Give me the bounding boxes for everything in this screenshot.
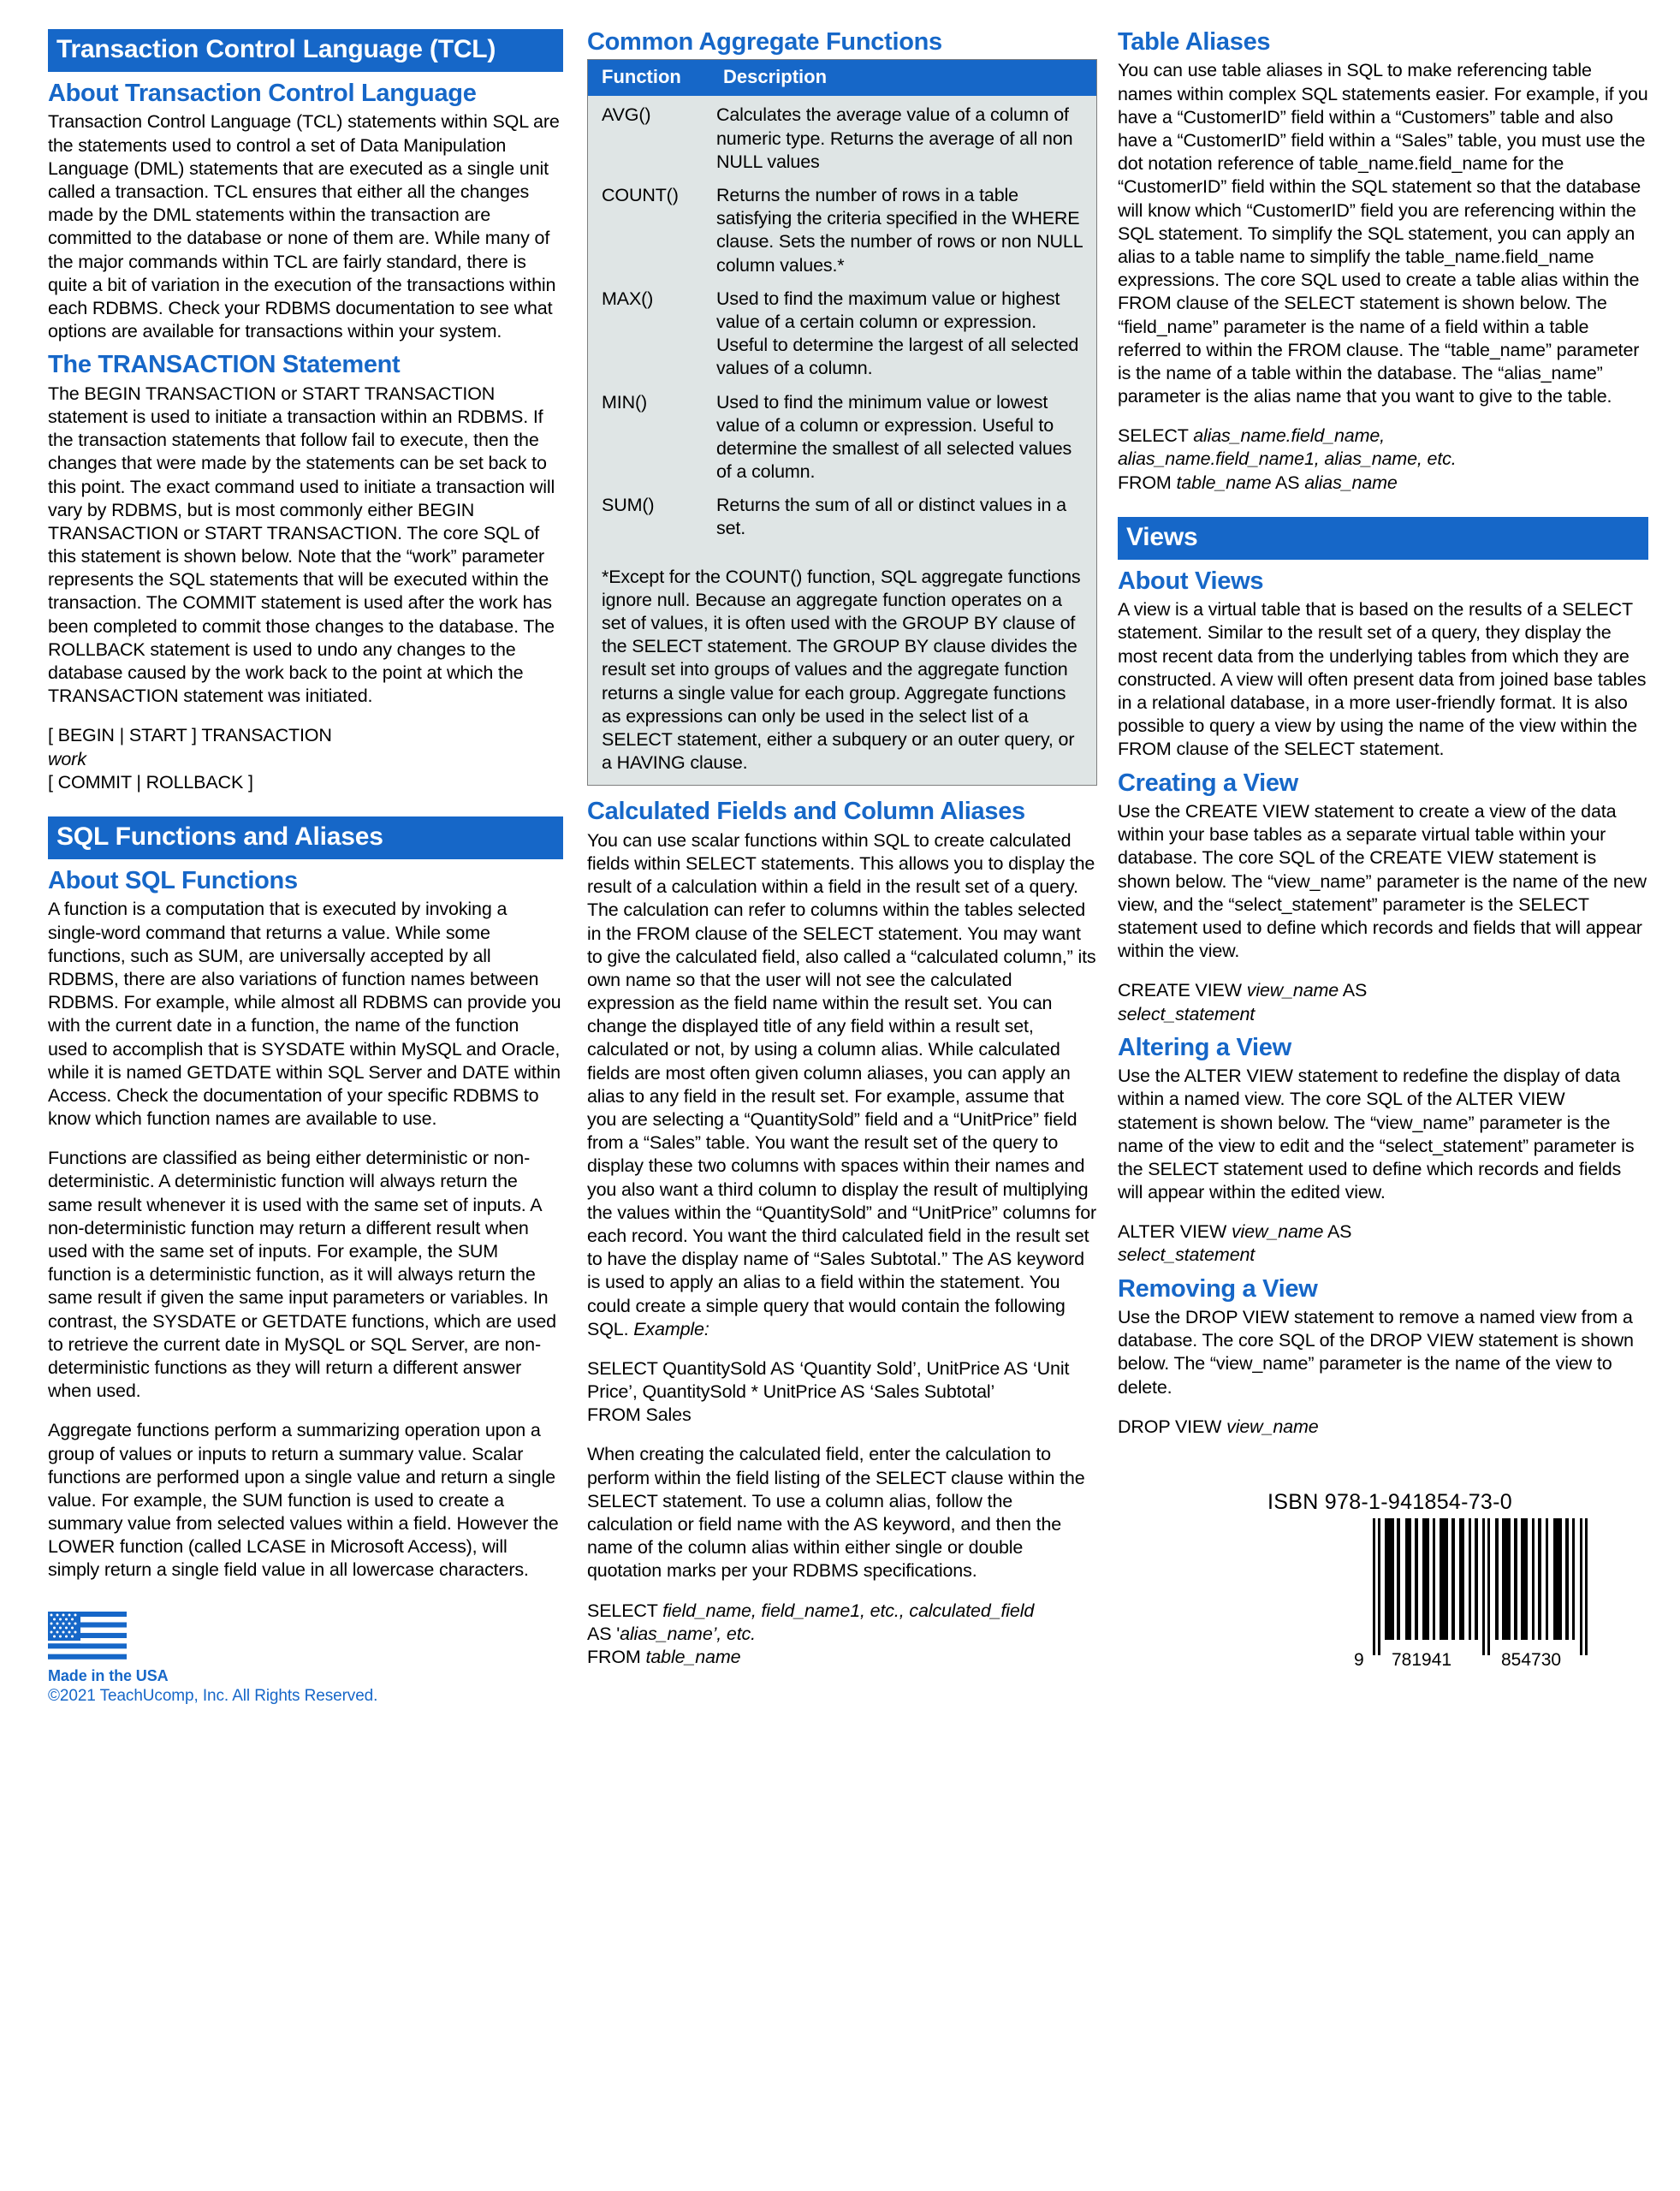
code-line-alter-1 [1118,1220,1648,1244]
section-banner-tcl: Transaction Control Language (TCL) [48,29,563,72]
code-param-table-name: table_name [645,1646,741,1667]
table-header-description: Description [723,66,828,88]
heading-transaction-statement: The TRANSACTION Statement [48,351,401,379]
made-in-usa-label: Made in the USA [48,1666,169,1684]
code-param-view-name: view_name [1226,1416,1319,1437]
cell-function: MIN() [602,391,647,413]
code-param-view-name: view_name [1231,1221,1324,1243]
code-param-table-name: table_name [1176,472,1272,493]
code-block-drop-view [1118,1416,1648,1439]
paragraph-creating-a-view: Use the CREATE VIEW statement to create a view of the data within your base tables as a separate virtual table within your database. The core SQL of the CREATE VIEW statement is shown below. The “view_name” parameter is the name of the new view, and the “select_statement” parameter is the SELECT statement used to define which records and fields that will appear within the view. [1118,801,1647,962]
paragraph-calculated-fields-2: When creating the calculated field, enter the calculation to perform within the field listing of the SELECT clause within the SELECT statement. To use a column alias, follow the calculation or field name with the AS keyword, and then the name of the column alias within either single or double quotation marks per your RDBMS specifications. [587,1444,1085,1582]
code-line-transaction-1: [ BEGIN | START ] TRANSACTION [48,725,332,746]
code-param-view-name: view_name [1246,980,1339,1001]
paragraph-about-functions-2: Functions are classified as being either deterministic or non-deterministic. A deterministic function will always return the same result whenever it is used with the same set of inputs. A non-deterministic function may return a different result when used with the same set of inputs. For example, the SUM function is a deterministic function, as it will always return the same result if given the same input parameters or variables. In contrast, the SYSDATE or GETDATE functions, which are used to retrieve the current date in MySQL or SQL Server, are non-deterministic functions as they will return a different answer when used. [48,1148,556,1402]
code-line-alias-3 [1118,472,1648,495]
cell-description: Returns the sum of all or distinct values in a set. [716,495,1066,539]
code-keyword-select: SELECT [587,1600,663,1621]
footer-made-in-usa [48,1612,563,1706]
code-keyword-from: FROM [1118,472,1177,493]
paragraph-table-aliases: You can use table aliases in SQL to make referencing table names within complex SQL statements easier. For example, if you have a “CustomerID” field within a “Customers” table and also have a “CustomerID” field within a “Sales” table, you must use the dot notation reference of table_name.field_name for the “CustomerID” field within the SQL statement so that the database will know which “CustomerID” field you are referencing within the SQL statement. To simplify the SQL statement, you can apply an alias to a table name to simplify the table_name.field_name expressions. The core SQL used to create a table alias within the FROM clause of the SELECT statement is shown below. The “field_name” parameter is the name of a field within a table referred to within the FROM clause. The “table_name” parameter is the name of a table within the database. The “alias_name” parameter is the alias name that you want to give to the table. [1118,60,1648,407]
code-line-calcsyntax-1 [587,1600,1097,1623]
code-line-alias-1 [1118,425,1648,448]
cell-function: COUNT() [602,185,679,205]
cell-function: SUM() [602,495,655,516]
paragraph-removing-a-view: Use the DROP VIEW statement to remove a named view from a database. The core SQL of the DROP VIEW statement is shown below. The “view_name” parameter is the name of the view to delete. [1118,1307,1634,1398]
paragraph-about-functions-1: A function is a computation that is executed by invoking a single-word command that returns a value. While some functions, such as SUM, are universally accepted by all RDBMS, there are also variations of function names between RDBMS. For example, while almost all RDBMS can provide you with the current date in a function, the name of the function used to accomplish that is SYSDATE within MySQL and Oracle, while it is named GETDATE within SQL Server and DATE within Access. Check the documentation of your specific RDBMS to know which function names are available to use. [48,899,561,1130]
code-line-create-1 [1118,979,1648,1002]
cell-description: Used to find the maximum value or highest value of a certain column or expression. Useful to determine the largest of all selected values of a column. [716,288,1079,379]
code-param-alias-name: alias_name [1304,472,1398,493]
table-header-row [588,60,1096,96]
code-keyword-alter-view: ALTER VIEW [1118,1221,1232,1243]
barcode-group-1: 781941 [1392,1650,1452,1668]
barcode-left-digit: 9 [1354,1650,1364,1668]
code-block-transaction [48,724,563,794]
cell-description: Used to find the minimum value or lowest value of a column or expression. Useful to determine the smallest of all selected values of a column. [716,391,1072,483]
barcode-group-2: 854730 [1501,1650,1562,1668]
usa-flag-icon [48,1612,127,1665]
copyright-label: ©2021 TeachUcomp, Inc. All Rights Reserved. [48,1686,378,1705]
code-line-calcsyntax-2 [587,1623,1097,1646]
code-keyword-as: AS [1271,472,1305,493]
heading-about-sql-functions: About SQL Functions [48,866,298,894]
aggregate-functions-table [587,59,1097,786]
heading-common-aggregate-functions: Common Aggregate Functions [587,28,942,56]
cell-description: Calculates the average value of a column of numeric type. Returns the average of all non NULL values [716,104,1073,172]
column-aggregate-functions [587,29,1118,1669]
code-block-alter-view [1118,1220,1648,1267]
code-param-alias-name: alias_name’, etc. [620,1623,756,1644]
code-line-transaction-3: [ COMMIT | ROLLBACK ] [48,771,253,793]
code-keyword-select: SELECT [1118,425,1194,447]
code-line-alter-2: select_statement [1118,1244,1256,1266]
heading-creating-a-view: Creating a View [1118,769,1298,797]
paragraph-transaction-statement: The BEGIN TRANSACTION or START TRANSACTION statement is used to initiate a transaction within an RDBMS. If the transaction statements that follow fail to execute, then the changes that were made by the statements can be set back to this point. The exact command used to initiate a transaction will vary by RDBMS, but is most commonly either BEGIN TRANSACTION or START TRANSACTION. The core SQL of this statement is shown below. Note that the “work” parameter represents the SQL statements that will be executed within the transaction. The COMMIT statement is used after the work has been completed to commit those changes to the database. The ROLLBACK statement is used to undo any changes to the database caused by the work back to the point at which the TRANSACTION statement was initiated. [48,383,555,707]
paragraph-calculated-fields-1-text: You can use scalar functions within SQL to create calculated fields within SELECT statements. This allows you to display the result of a calculation within a field in the result set of a query. The calculation can refer to columns within the tables selected in the FROM clause of the SELECT statement. You may want to give the calculated field, also called a “calculated column,” its own name so that the user will not see the calculated expression as the field name within the result set. You can change the displayed title of any field within a result set, calculated or not, by using a column alias. While calculated fields are most often given column aliases, you can apply an alias to any field in the result set. For example, assume that you are selecting a “QuantitySold” field and a “UnitPrice” field from a “Sales” table. You want the result set of the query to display these two columns with spaces within their names and you also want a third column to display the result of multiplying the values within the “QuantitySold” and “UnitPrice” columns for each record. You want the third calculated field in the result set to have the display name of “Sales Subtotal.” The AS keyword is used to apply an alias to a field within the statement. You could create a simple query that would contain the following SQL. [587,829,1097,1339]
code-block-create-view [1118,979,1648,1025]
code-line-calculated-1: SELECT QuantitySold AS ‘Quantity Sold’, UnitPrice AS ‘Unit Price’, QuantitySold * UnitPrice AS ‘Sales Subtotal’ [587,1357,1070,1403]
code-line-create-2: select_statement [1118,1003,1256,1024]
table-header-function: Function [602,66,681,88]
paragraph-about-functions-3: Aggregate functions perform a summarizing operation upon a group of values or inputs to return a summary value. Scalar functions are performed upon a single value and return a single value. For example, the SUM function is used to create a summary value from selected values within a field. However the LOWER function (called LCASE in Microsoft Access), will simply return a single field value in all lowercase characters. [48,1420,559,1581]
table-row [588,96,1096,176]
paragraph-about-tcl: Transaction Control Language (TCL) statements within SQL are the statements used to control a set of Data Manipulation Language (DML) statements that are executed as a single unit called a transaction. TCL ensures that either all the changes made by the DML statements within the transaction are committed to the database or none of them are. While many of the major commands within TCL are fairly standard, there is quite a bit of variation in the execution of the transactions within each RDBMS. Check your RDBMS documentation to see what options are available for transactions within your system. [48,111,560,342]
cell-description: Returns the number of rows in a table satisfying the criteria specified in the WHERE clause. Sets the number of rows or non NULL column values.* [716,185,1083,276]
code-keyword-as: AS [1323,1221,1352,1243]
cell-function: MAX() [602,288,654,309]
code-block-calculated-example [587,1357,1097,1428]
code-keyword-drop-view: DROP VIEW [1118,1416,1227,1437]
code-keyword-from: FROM [587,1646,646,1667]
section-banner-views: Views [1118,517,1648,560]
heading-removing-a-view: Removing a View [1118,1274,1318,1303]
table-footnote: *Except for the COUNT() function, SQL aggregate functions ignore null. Because an aggregate function operates on a set of values, it is often used with the GROUP BY clause of the SELECT statement. The GROUP BY clause divides the result set into groups of values and the aggregate function returns a single value for each group. Aggregate functions as expressions can only be used in the select list of a SELECT statement, either a subquery or an outer query, or a HAVING clause. [602,566,1081,774]
example-label: Example: [633,1318,709,1339]
section-banner-sql-functions: SQL Functions and Aliases [48,816,563,859]
code-block-table-alias [1118,425,1648,495]
heading-table-aliases: Table Aliases [1118,28,1271,56]
isbn-barcode-block [1118,1490,1648,1668]
code-keyword-as: AS ' [587,1623,620,1644]
code-line-calcsyntax-3 [587,1646,1097,1669]
code-param-fields: field_name, field_name1, etc., calculated_field [662,1600,1035,1621]
code-block-calculated-syntax [587,1600,1097,1670]
paragraph-altering-a-view: Use the ALTER VIEW statement to redefine the display of data within a named view. The core SQL of the ALTER VIEW statement is shown below. The “view_name” parameter is the name of the view to edit and the “select_statement” parameter is the SELECT statement used to define which records and fields will appear within the edited view. [1118,1066,1635,1203]
table-row [588,383,1096,487]
cell-function: AVG() [602,104,651,126]
table-row [588,280,1096,383]
code-keyword-create-view: CREATE VIEW [1118,980,1247,1001]
table-row [588,176,1096,280]
heading-about-views: About Views [1118,567,1264,595]
table-row [588,486,1096,543]
code-line-calculated-2: FROM Sales [587,1404,692,1426]
column-table-aliases-and-views [1118,29,1648,1668]
code-line-transaction-2: work [48,748,86,769]
heading-about-tcl: About Transaction Control Language [48,80,477,107]
code-keyword-as: AS [1339,980,1368,1001]
column-transaction-control-language [48,29,587,1706]
heading-calculated-fields: Calculated Fields and Column Aliases [587,798,1025,826]
paragraph-about-views: A view is a virtual table that is based on the results of a SELECT statement. Similar to the result set of a query, they display the most recent data from the underlying tables from which they are constructed. A view will often present data from joined base tables in a relational database, in a more user-friendly format. It is also possible to query a view by using the name of the view within the FROM clause of the SELECT statement. [1118,599,1647,760]
heading-altering-a-view: Altering a View [1118,1033,1291,1061]
code-line-alias-2: alias_name.field_name1, alias_name, etc. [1118,448,1457,470]
code-line-drop-1 [1118,1416,1648,1439]
code-param-alias-field: alias_name.field_name, [1193,425,1385,447]
isbn-label: ISBN 978-1-941854-73-0 [1267,1490,1512,1514]
paragraph-calculated-fields-1 [587,829,1097,1341]
isbn-barcode-icon [1347,1518,1630,1668]
